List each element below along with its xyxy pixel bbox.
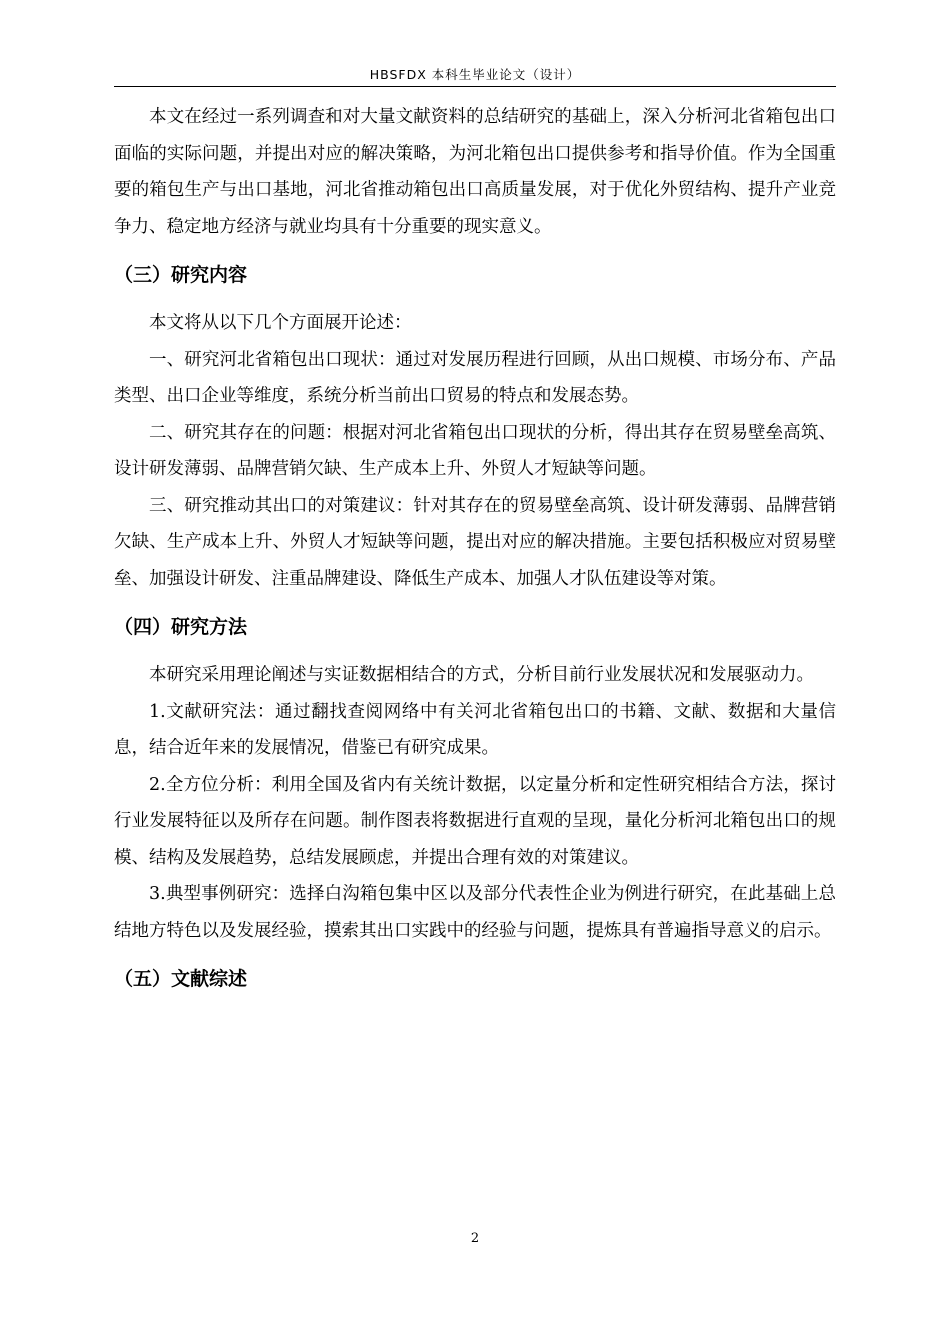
research-methods-lead: 本研究采用理论阐述与实证数据相结合的方式，分析目前行业发展状况和发展驱动力。 <box>149 665 814 685</box>
document-body <box>114 99 836 1009</box>
research-method-1: 1.文献研究法：通过翻找查阅网络中有关河北省箱包出口的书籍、文献、数据和大量信息，结合近年来的发展情况，借鉴已有研究成果。 <box>114 701 836 758</box>
page-number: 2 <box>470 1231 480 1246</box>
research-method-2: 2.全方位分析：利用全国及省内有关统计数据，以定量分析和定性研究相结合方法，探讨行业发展特征以及所存在问题。制作图表将数据进行直观的呈现，量化分析河北箱包出口的规模、结构及发展趋势，总结发展顾虑，并提出合理有效的对策建议。 <box>114 774 836 868</box>
section-heading-research-content: （三）研究内容 <box>114 264 248 286</box>
intro-paragraph: 本文在经过一系列调查和对大量文献资料的总结研究的基础上，深入分析河北省箱包出口面临的实际问题，并提出对应的解决策略，为河北箱包出口提供参考和指导价值。作为全国重要的箱包生产与出口基地，河北省推动箱包出口高质量发展，对于优化外贸结构、提升产业竞争力、稳定地方经济与就业均具有十分重要的现实意义。 <box>114 107 836 237</box>
research-content-item-1: 一、研究河北省箱包出口现状：通过对发展历程进行回顾，从出口规模、市场分布、产品类型、出口企业等维度，系统分析当前出口贸易的特点和发展态势。 <box>114 349 836 406</box>
running-header: HBSFDX 本科生毕业论文（设计） <box>369 67 581 82</box>
section-heading-research-methods: （四）研究方法 <box>114 616 248 638</box>
research-content-lead: 本文将从以下几个方面展开论述： <box>149 313 412 333</box>
section-heading-literature-review: （五）文献综述 <box>114 968 248 990</box>
research-method-3: 3.典型事例研究：选择白沟箱包集中区以及部分代表性企业为例进行研究，在此基础上总结地方特色以及发展经验，摸索其出口实践中的经验与问题，提炼具有普遍指导意义的启示。 <box>114 884 836 941</box>
research-content-item-2: 二、研究其存在的问题：根据对河北省箱包出口现状的分析，得出其存在贸易壁垒高筑、设计研发薄弱、品牌营销欠缺、生产成本上升、外贸人才短缺等问题。 <box>114 422 836 479</box>
header-divider <box>114 86 836 87</box>
research-content-item-3: 三、研究推动其出口的对策建议：针对其存在的贸易壁垒高筑、设计研发薄弱、品牌营销欠缺、生产成本上升、外贸人才短缺等问题，提出对应的解决措施。主要包括积极应对贸易壁垒、加强设计研发、注重品牌建设、降低生产成本、加强人才队伍建设等对策。 <box>114 495 836 589</box>
